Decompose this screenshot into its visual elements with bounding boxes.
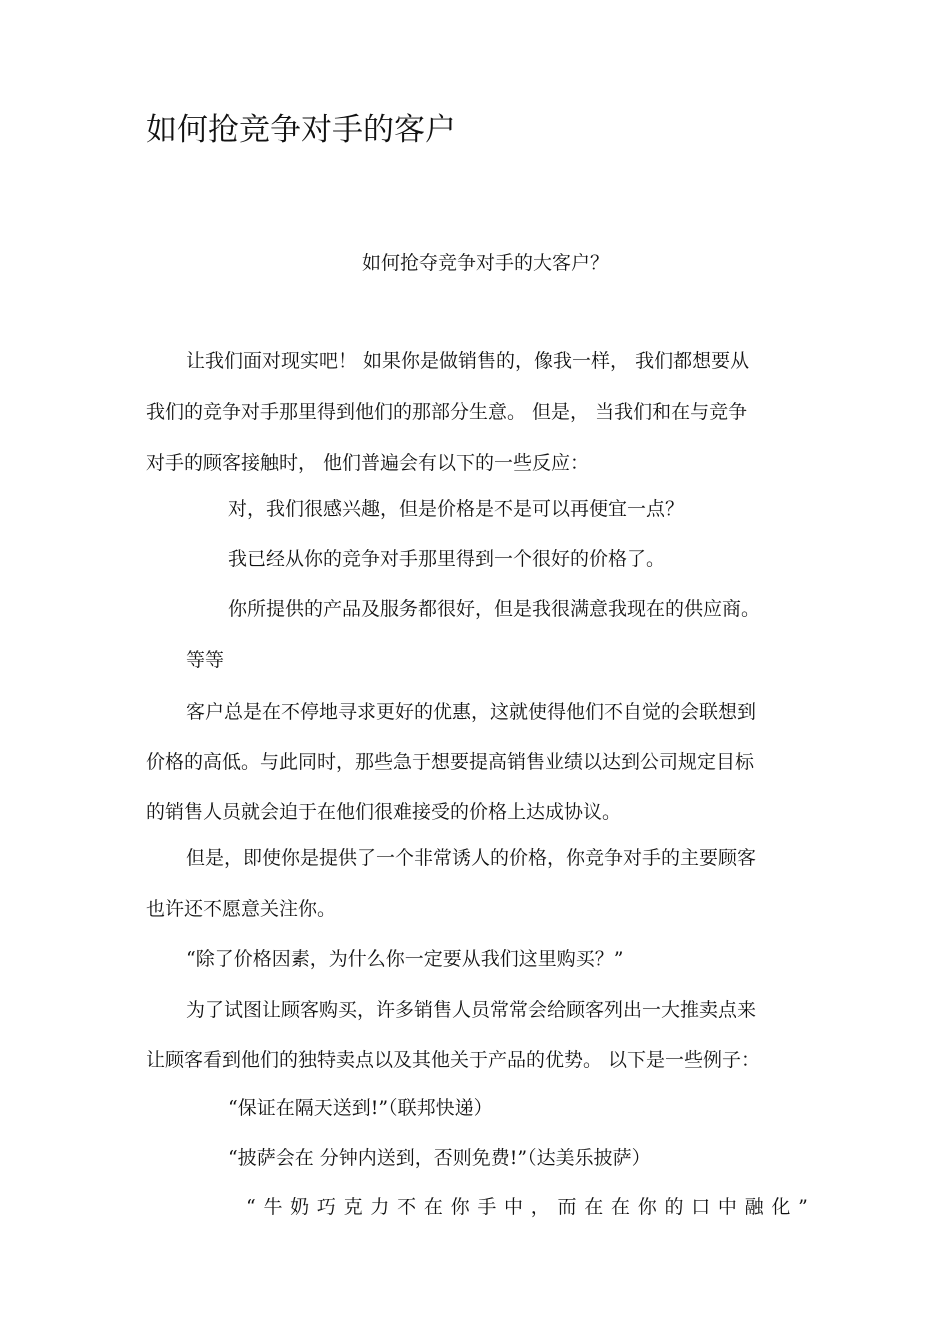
quote-char: 口 [691, 1196, 711, 1218]
paragraph-line: 对，我们很感兴趣，但是价格是不是可以再便宜一点？ [228, 498, 685, 520]
quote-char: 奶 [290, 1196, 310, 1218]
example-chocolate-quote [246, 1192, 808, 1222]
quote-char: 化 [771, 1196, 791, 1218]
quote-char: 力 [370, 1196, 390, 1218]
paragraph-line: 价格的高低。与此同时，那些急于想要提高销售业绩以达到公司规定目标 [146, 751, 755, 773]
paragraph-line: 但是，即使你是提供了一个非常诱人的价格，你竞争对手的主要顾客 [186, 847, 757, 869]
example-fedex: “保证在隔天送到!”（联邦快递） [228, 1097, 493, 1119]
paragraph-line: 也许还不愿意关注你。 [146, 898, 337, 920]
quote-char: 融 [744, 1196, 764, 1218]
quote-char: 在 [584, 1196, 604, 1218]
quote-char: 你 [637, 1196, 657, 1218]
quoted-question: “除了价格因素，为什么你一定要从我们这里购买？” [186, 948, 624, 970]
quote-char: 手 [477, 1196, 497, 1218]
paragraph-line: 对手的顾客接触时， 他们普遍会有以下的一些反应： [146, 452, 590, 474]
paragraph-line: 我已经从你的竞争对手那里得到一个很好的价格了。 [228, 548, 666, 570]
paragraph-line: 我们的竞争对手那里得到他们的那部分生意。 但是， 当我们和在与竞争 [146, 401, 748, 423]
example-dominos: “披萨会在 分钟内送到，否则免费!”（达美乐披萨） [228, 1147, 651, 1169]
quote-char: “ [246, 1196, 256, 1218]
paragraph-line: 客户总是在不停地寻求更好的优惠，这就使得他们不自觉的会联想到 [186, 701, 757, 723]
paragraph-line: 为了试图让顾客购买，许多销售人员常常会给顾客列出一大推卖点来 [186, 999, 757, 1021]
quote-char: 牛 [263, 1196, 283, 1218]
paragraph-line: 你所提供的产品及服务都很好，但是我很满意我现在的供应商。 [228, 598, 761, 620]
quote-char: ， [530, 1196, 550, 1218]
document-title: 如何抢竞争对手的客户 [146, 112, 456, 148]
paragraph-line: 让我们面对现实吧！ 如果你是做销售的，像我一样， 我们都想要从 [186, 350, 750, 372]
quote-char: 你 [450, 1196, 470, 1218]
quote-char: 在 [610, 1196, 630, 1218]
quote-char: 克 [343, 1196, 363, 1218]
paragraph-line: 让顾客看到他们的独特卖点以及其他关于产品的优势。 以下是一些例子： [146, 1049, 761, 1071]
quote-char: 不 [397, 1196, 417, 1218]
paragraph-line: 等等 [186, 649, 225, 671]
quote-char: 而 [557, 1196, 577, 1218]
quote-char: 中 [504, 1196, 524, 1218]
quote-char: ” [798, 1196, 808, 1218]
quote-char: 在 [423, 1196, 443, 1218]
quote-char: 的 [664, 1196, 684, 1218]
document-subtitle: 如何抢夺竞争对手的大客户？ [362, 252, 610, 274]
paragraph-line: 的销售人员就会迫于在他们很难接受的价格上达成协议。 [146, 801, 622, 823]
quote-char: 中 [717, 1196, 737, 1218]
quote-char: 巧 [316, 1196, 336, 1218]
